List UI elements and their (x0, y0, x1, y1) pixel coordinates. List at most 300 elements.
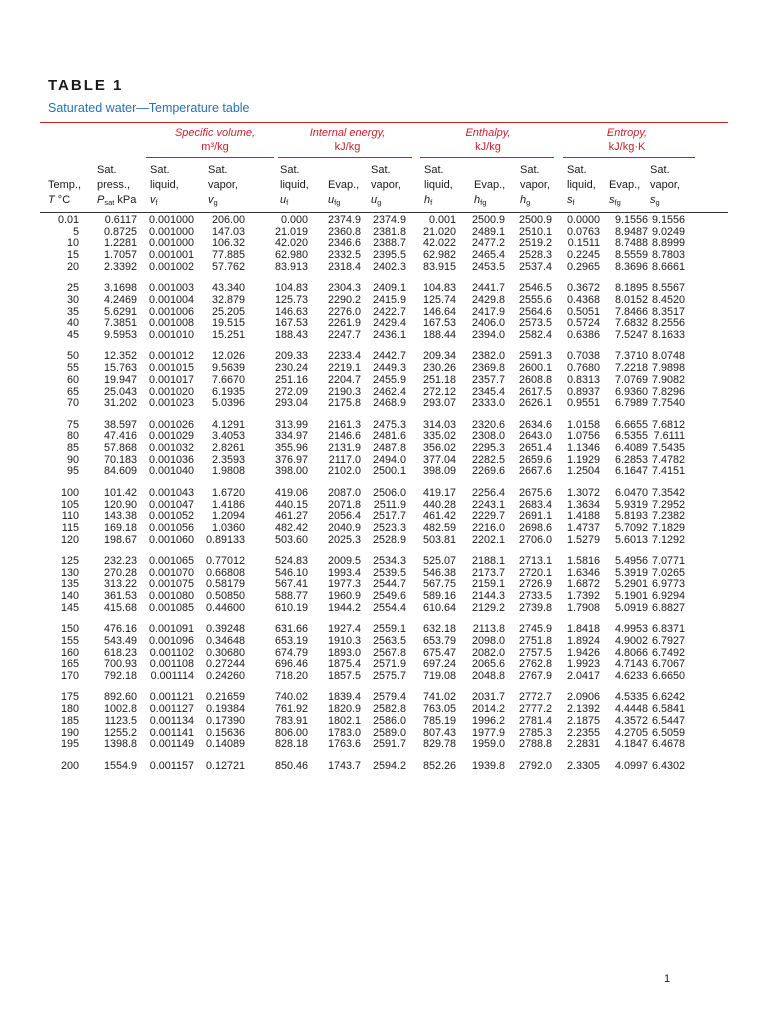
table-cell: 2087.0 (327, 486, 361, 499)
table-cell: 806.00 (274, 726, 308, 739)
table-cell: 2009.5 (327, 555, 361, 567)
table-subtitle: Saturated water—Temperature table (48, 101, 250, 115)
table-cell: 7.4782 (651, 453, 685, 466)
table-cell: 120 (60, 533, 79, 546)
table-cell: 6.7989 (614, 397, 648, 410)
table-cell: 43.340 (211, 282, 245, 295)
table-cell: 0.21659 (205, 691, 245, 704)
column-header-line: Sat. (371, 164, 391, 176)
table-cell: 60 (66, 373, 79, 386)
column-header-line: $u_{fg}$ (328, 194, 341, 207)
table-cell: 6.4089 (614, 442, 648, 454)
table-cell: 65 (66, 385, 79, 398)
table-cell: 4.6233 (614, 670, 648, 682)
table-cell: 355.96 (274, 442, 308, 454)
table-cell: 0.01 (57, 214, 79, 226)
table-cell: 2369.8 (471, 362, 505, 375)
table-cell: 2.2831 (566, 738, 600, 751)
table-cell: 1839.4 (327, 691, 361, 704)
table-cell: 0.001020 (148, 385, 194, 398)
table-cell: 1.7392 (566, 590, 600, 603)
table-cell: 2537.4 (518, 260, 552, 273)
table-cell: 2720.1 (518, 566, 552, 579)
table-cell: 2159.1 (471, 578, 505, 591)
table-row (0, 386, 768, 398)
table-cell: 1.4188 (566, 510, 600, 523)
table-cell: 0.24260 (205, 670, 245, 682)
table-cell: 0.58179 (205, 578, 245, 591)
table-cell: 0.001003 (148, 282, 194, 295)
table-cell: 167.53 (422, 317, 456, 330)
table-cell: 0.34648 (205, 634, 245, 647)
table-cell: 2589.0 (372, 726, 406, 739)
table-cell: 2575.7 (372, 670, 406, 682)
table-cell: 0.001029 (148, 430, 194, 443)
table-cell: 5.0396 (211, 397, 245, 410)
table-cell: 524.83 (274, 555, 308, 567)
table-cell: 2318.4 (327, 260, 361, 273)
table-cell: 0.001000 (148, 225, 194, 238)
table-cell: 8.3517 (651, 305, 685, 318)
column-header-line: $s_{fg}$ (609, 194, 621, 207)
table-cell: 792.18 (103, 670, 137, 682)
table-cell: 546.10 (274, 566, 308, 579)
table-cell: 47.416 (103, 430, 137, 443)
table-cell: 83.913 (274, 260, 308, 273)
table-cell: 334.97 (274, 430, 308, 443)
table-cell: 7.3542 (651, 486, 685, 499)
table-cell: 251.18 (422, 373, 456, 386)
table-row (0, 329, 768, 341)
table-cell: 1.0756 (566, 430, 600, 443)
table-cell: 12.026 (211, 350, 245, 363)
table-cell: 0.001065 (148, 555, 194, 567)
table-cell: 610.64 (422, 601, 456, 614)
table-cell: 696.46 (274, 658, 308, 671)
table-cell: 169.18 (103, 521, 137, 534)
table-cell: 2113.8 (472, 623, 505, 636)
table-cell: 2146.6 (327, 430, 361, 443)
table-cell: 476.16 (103, 623, 137, 636)
table-cell: 7.1292 (651, 533, 685, 546)
column-header-line: vapor, (371, 179, 401, 191)
table-cell: 313.99 (274, 418, 308, 431)
table-cell: 2767.9 (518, 670, 552, 682)
table-cell: 4.1847 (614, 738, 648, 751)
table-cell: 2374.9 (372, 214, 406, 226)
table-cell: 125 (60, 555, 79, 567)
table-cell: 2462.4 (372, 385, 406, 398)
table-cell: 2102.0 (327, 465, 361, 478)
table-cell: 543.49 (103, 634, 137, 647)
table-cell: 19.947 (103, 373, 137, 386)
table-cell: 6.5355 (614, 430, 648, 443)
table-cell: 2382.0 (471, 350, 505, 363)
table-row (0, 214, 768, 226)
table-cell: 10 (66, 237, 79, 250)
table-cell: 0.001096 (148, 634, 194, 647)
table-cell: 2216.0 (471, 521, 505, 534)
table-cell: 0.001080 (148, 590, 194, 603)
table-cell: 80 (66, 430, 79, 443)
table-cell: 7.9082 (651, 373, 685, 386)
table-cell: 0.000 (280, 214, 308, 226)
table-cell: 6.4678 (651, 738, 685, 751)
table-cell: 6.9773 (651, 578, 685, 591)
table-cell: 2219.1 (327, 362, 361, 375)
table-cell: 1.3634 (566, 498, 600, 511)
table-cell: 2.3392 (103, 260, 137, 273)
column-header-line: $h_g$ (520, 194, 531, 207)
column-header-line: vapor, (520, 179, 550, 191)
table-cell: 9.1556 (614, 214, 648, 226)
table-cell: 7.6812 (651, 418, 685, 431)
table-cell: 0.44600 (205, 601, 245, 614)
table-cell: 807.43 (422, 726, 456, 739)
table-cell: 0.001121 (149, 691, 194, 704)
table-cell: 21.019 (274, 225, 308, 238)
table-cell: 2056.4 (327, 510, 361, 523)
table-cell: 15 (66, 249, 79, 262)
table-cell: 55 (66, 362, 79, 375)
table-cell: 8.7488 (614, 237, 648, 250)
table-cell: 2510.1 (518, 225, 552, 238)
table-cell: 2290.2 (327, 293, 361, 306)
table-cell: 1977.9 (471, 726, 505, 739)
table-cell: 5.9319 (614, 498, 648, 511)
column-header-line: liquid, (567, 179, 596, 191)
table-cell: 4.1291 (211, 418, 245, 431)
table-cell: 2683.4 (518, 498, 552, 511)
table-cell: 25.205 (211, 305, 245, 318)
table-cell: 1.4737 (566, 521, 600, 534)
table-cell: 1554.9 (103, 759, 137, 772)
table-cell: 195 (60, 738, 79, 751)
table-cell: 2465.4 (471, 249, 505, 262)
column-header-line: Sat. (208, 164, 228, 176)
table-row (0, 499, 768, 511)
table-cell: 1783.0 (327, 726, 361, 739)
table-cell: 503.60 (274, 533, 308, 546)
table-cell: 2175.8 (327, 397, 361, 410)
table-cell: 100 (60, 486, 79, 499)
table-cell: 6.0470 (614, 486, 648, 499)
table-cell: 0.001043 (148, 486, 194, 499)
table-cell: 589.16 (422, 590, 456, 603)
table-cell: 674.79 (274, 646, 308, 659)
table-cell: 170 (60, 670, 79, 682)
table-cell: 1.1346 (566, 442, 600, 454)
table-cell: 293.07 (422, 397, 456, 410)
table-cell: 7.4151 (651, 465, 685, 478)
table-row (0, 522, 768, 534)
table-cell: 4.3572 (614, 714, 648, 727)
table-cell: 2381.8 (372, 225, 406, 238)
table-cell: 1977.3 (327, 578, 361, 591)
table-cell: 83.915 (422, 260, 456, 273)
table-cell: 32.879 (211, 293, 245, 306)
table-cell: 2.0417 (566, 670, 600, 682)
table-cell: 1763.6 (327, 738, 361, 751)
table-cell: 1.7908 (566, 601, 600, 614)
table-cell: 19.515 (211, 317, 245, 330)
table-cell: 2477.2 (471, 237, 505, 250)
table-cell: 6.9360 (614, 385, 648, 398)
table-cell: 2040.9 (327, 521, 361, 534)
table-cell: 1820.9 (327, 703, 361, 716)
table-cell: 0.5724 (566, 317, 600, 330)
table-cell: 2489.1 (471, 225, 505, 238)
table-cell: 70.183 (103, 453, 137, 466)
table-cell: 2261.9 (327, 317, 361, 330)
table-cell: 2494.0 (372, 453, 406, 466)
table-cell: 2528.3 (518, 249, 552, 262)
table-cell: 77.885 (211, 249, 245, 262)
table-cell: 1.6872 (566, 578, 600, 591)
table-cell: 0.001056 (148, 521, 194, 534)
table-cell: 2395.5 (372, 249, 406, 262)
column-header-line: Sat. (280, 164, 300, 176)
table-cell: 1910.3 (327, 634, 361, 647)
table-cell: 130 (60, 566, 79, 579)
table-cell: 7.0265 (651, 566, 685, 579)
table-cell: 2256.4 (471, 486, 505, 499)
top-rule (40, 122, 728, 123)
table-cell: 7.9898 (651, 362, 685, 375)
table-cell: 503.81 (422, 533, 456, 546)
table-cell: 6.6242 (651, 691, 685, 704)
group-unit: kJ/kg·K (608, 141, 646, 153)
table-cell: 2726.9 (518, 578, 552, 591)
table-cell: 9.5639 (211, 362, 245, 375)
column-header-line: Evap., (474, 179, 506, 191)
table-cell: 2202.1 (471, 533, 505, 546)
table-cell: 2295.3 (471, 442, 505, 454)
table-cell: 209.34 (422, 350, 456, 363)
table-cell: 0.001060 (148, 533, 194, 546)
table-cell: 0.89133 (205, 533, 245, 546)
table-cell: 272.09 (274, 385, 308, 398)
table-cell: 0.19384 (205, 703, 245, 716)
table-cell: 2442.7 (372, 350, 406, 363)
table-cell: 6.1647 (614, 465, 648, 478)
column-header-line: Evap., (328, 179, 360, 191)
table-cell: 8.0748 (651, 350, 685, 363)
table-row (0, 567, 768, 579)
table-cell: 0.001036 (148, 453, 194, 466)
table-row (0, 555, 768, 567)
table-cell: 2031.7 (471, 691, 505, 704)
table-cell: 356.02 (422, 442, 456, 454)
table-cell: 1.9808 (211, 465, 245, 478)
table-cell: 4.8066 (614, 646, 648, 659)
table-cell: 8.7803 (651, 249, 685, 262)
table-cell: 2409.1 (372, 282, 406, 295)
table-cell: 0.001008 (148, 317, 194, 330)
table-cell: 110 (61, 510, 79, 523)
table-cell: 42.022 (422, 237, 456, 250)
group-underline (146, 157, 274, 158)
table-cell: 0.001015 (148, 362, 194, 375)
table-cell: 2751.8 (518, 634, 552, 647)
table-cell: 0.001000 (148, 214, 194, 226)
table-cell: 2667.6 (518, 465, 552, 478)
table-cell: 6.5059 (651, 726, 685, 739)
group-title: Enthalpy, (465, 127, 511, 139)
table-cell: 4.7143 (614, 658, 648, 671)
table-cell: 8.1633 (651, 329, 685, 341)
table-cell: 5.4956 (614, 555, 648, 567)
table-cell: 2781.4 (518, 714, 552, 727)
table-cell: 2659.6 (518, 453, 552, 466)
table-cell: 1893.0 (327, 646, 361, 659)
table-cell: 398.00 (274, 465, 308, 478)
table-cell: 2346.6 (327, 237, 361, 250)
column-header-line: Sat. (567, 164, 587, 176)
table-cell: 21.020 (422, 225, 456, 238)
table-cell: 9.5953 (103, 329, 137, 341)
table-cell: 5.6013 (614, 533, 648, 546)
group-header-entropy (562, 126, 692, 154)
table-cell: 75 (66, 418, 79, 431)
table-cell: 0.0000 (566, 214, 600, 226)
table-cell: 631.66 (274, 623, 308, 636)
table-cell: 313.22 (103, 578, 137, 591)
table-cell: 1.2281 (103, 237, 137, 250)
table-cell: 697.24 (422, 658, 456, 671)
table-cell: 7.8296 (651, 385, 685, 398)
table-cell: 0.4368 (566, 293, 600, 306)
table-cell: 2539.5 (372, 566, 406, 579)
table-cell: 5.8193 (614, 510, 648, 523)
table-cell: 2.3593 (211, 453, 245, 466)
table-cell: 2500.9 (518, 214, 552, 226)
table-cell: 2634.6 (518, 418, 552, 431)
table-cell: 160 (60, 646, 79, 659)
table-cell: 2586.0 (372, 714, 406, 727)
column-header-line: $h_f$ (424, 194, 433, 207)
table-cell: 2698.6 (518, 521, 552, 534)
table-row (0, 738, 768, 750)
header-rule (40, 212, 728, 213)
table-cell: 0.001004 (148, 293, 194, 306)
table-cell: 35 (66, 305, 79, 318)
table-cell: 8.1895 (614, 282, 648, 295)
table-cell: 0.001108 (149, 658, 194, 671)
table-cell: 6.6655 (614, 418, 648, 431)
table-cell: 6.7492 (651, 646, 685, 659)
table-cell: 5.2901 (614, 578, 648, 591)
column-header-line: Sat. (520, 164, 540, 176)
table-cell: 2739.8 (518, 601, 552, 614)
table-cell: 1.4186 (211, 498, 245, 511)
table-cell: 2555.6 (518, 293, 552, 306)
table-cell: 7.0771 (651, 555, 685, 567)
table-cell: 42.020 (274, 237, 308, 250)
table-cell: 84.609 (103, 465, 137, 478)
table-cell: 145 (60, 601, 79, 614)
group-underline (278, 157, 412, 158)
table-cell: 2523.3 (372, 521, 406, 534)
table-cell: 0.001070 (148, 566, 194, 579)
table-cell: 6.6650 (651, 670, 685, 682)
table-cell: 2481.6 (372, 430, 406, 443)
table-row (0, 487, 768, 499)
table-cell: 700.93 (103, 658, 137, 671)
table-cell: 0.1511 (567, 237, 600, 250)
table-cell: 2308.0 (471, 430, 505, 443)
column-header-line: $u_g$ (371, 194, 382, 207)
table-cell: 6.5841 (651, 703, 685, 716)
table-cell: 25 (66, 282, 79, 295)
table-cell: 7.3710 (614, 350, 648, 363)
table-cell: 146.63 (274, 305, 308, 318)
group-underline (563, 157, 695, 158)
table-cell: 828.18 (274, 738, 308, 751)
table-cell: 2453.5 (471, 260, 505, 273)
table-row (0, 306, 768, 318)
table-row (0, 510, 768, 522)
table-cell: 206.00 (211, 214, 245, 226)
table-cell: 1944.2 (327, 601, 361, 614)
table-cell: 2772.7 (518, 691, 552, 704)
table-cell: 0.001091 (148, 623, 194, 636)
table-cell: 0.77012 (205, 555, 245, 567)
table-cell: 232.23 (103, 555, 137, 567)
table-cell: 2706.0 (518, 533, 552, 546)
table-cell: 8.9487 (614, 225, 648, 238)
table-cell: 2713.1 (518, 555, 552, 567)
table-cell: 140 (60, 590, 79, 603)
table-cell: 6.9294 (651, 590, 685, 603)
table-row (0, 249, 768, 261)
table-cell: 740.02 (274, 691, 308, 704)
table-row (0, 226, 768, 238)
table-cell: 2429.8 (471, 293, 505, 306)
table-cell: 293.04 (274, 397, 308, 410)
table-cell: 0.001012 (148, 350, 194, 363)
table-cell: 7.6111 (653, 430, 685, 443)
table-cell: 1.1929 (566, 453, 600, 466)
table-cell: 2098.0 (471, 634, 505, 647)
table-cell: 95 (66, 465, 79, 478)
table-cell: 7.5435 (651, 442, 685, 454)
table-cell: 4.9953 (614, 623, 648, 636)
group-unit: m³/kg (201, 141, 229, 153)
table-cell: 6.5447 (651, 714, 685, 727)
table-cell: 2573.5 (518, 317, 552, 330)
table-cell: 209.33 (274, 350, 308, 363)
table-cell: 7.6670 (211, 373, 245, 386)
table-cell: 2608.8 (518, 373, 552, 386)
table-cell: 2071.8 (327, 498, 361, 511)
table-cell: 7.2218 (614, 362, 648, 375)
table-row (0, 670, 768, 682)
table-cell: 1123.5 (104, 714, 137, 727)
table-cell: 7.2382 (651, 510, 685, 523)
table-cell: 1.8924 (566, 634, 600, 647)
column-header-line: liquid, (150, 179, 179, 191)
table-cell: 0.2965 (566, 260, 600, 273)
table-cell: 175 (60, 691, 79, 704)
table-cell: 2449.3 (372, 362, 406, 375)
table-cell: 5.6291 (103, 305, 137, 318)
table-cell: 632.18 (422, 623, 456, 636)
table-cell: 2243.1 (471, 498, 505, 511)
table-cell: 0.001002 (148, 260, 194, 273)
table-cell: 892.60 (103, 691, 137, 704)
table-cell: 9.0249 (651, 225, 685, 238)
